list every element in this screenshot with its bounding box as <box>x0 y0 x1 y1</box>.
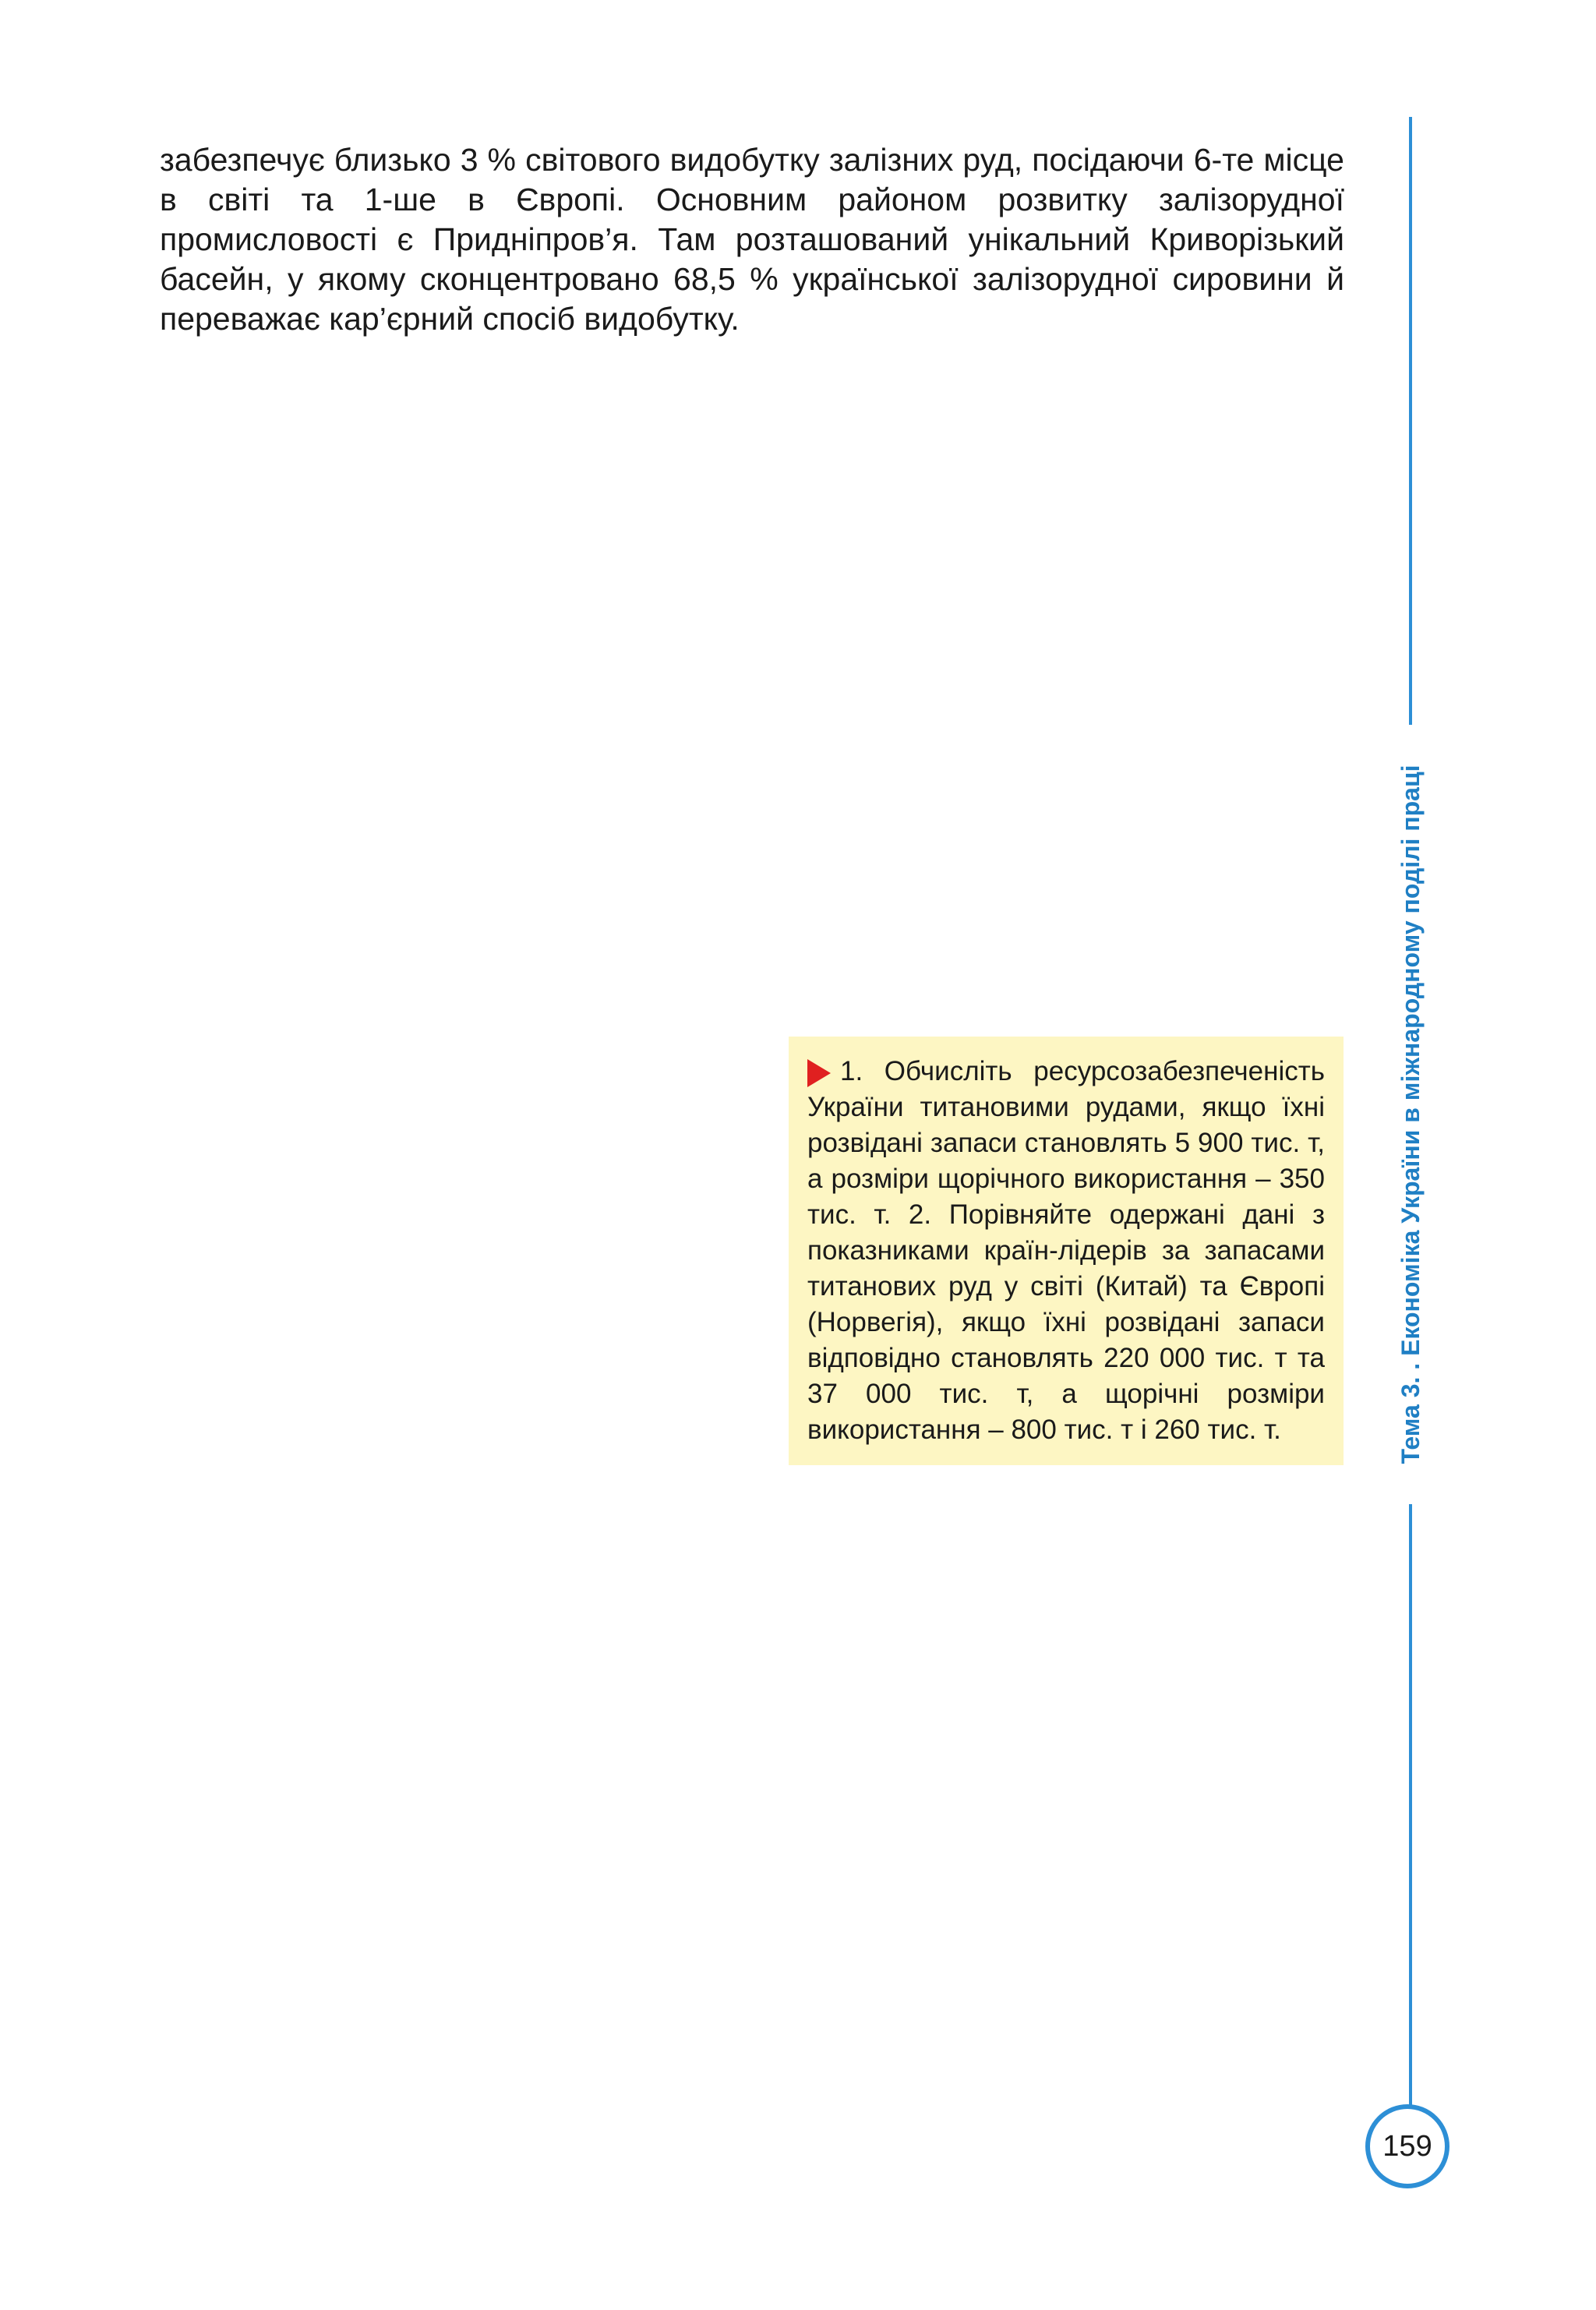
chapter-side-label: Тема 3. . Економіка України в міжнародному поділі праці <box>1392 725 1429 1504</box>
page-number: 159 <box>1365 2104 1449 2188</box>
play-marker-icon <box>807 1059 831 1087</box>
exercise-text: 1. Обчисліть ресурсозабезпеченість України титановими рудами, якщо їхні розвідані запаси становлять 5 900 тис. т, а розміри щорічного використання – 350 тис. т. 2. Порівняйте одержані дані з показниками країн-лідерів за запасами титанових руд у світі (Китай) та Європі (Норвегія), якщо їхні розвідані запаси відповідно становлять 220 000 тис. т та 37 000 тис. т, а щорічні розміри використання – 800 тис. т і 260 тис. т. <box>807 1056 1325 1445</box>
paragraph: забезпечує близько 3 % світового видобутку залізних руд, посідаючи 6-те місце в світі та 1-ше в Європі. Основним районом розвитку залізорудної промисловості є Придніпров’я. Там розташований унікальний Криворізький басейн, у якому сконцентровано 68,5 % української залізорудної сировини й переважає кар’єрний спосіб видобутку. <box>160 142 1344 337</box>
exercise-box <box>789 1037 1344 1465</box>
text-column <box>160 140 1344 339</box>
